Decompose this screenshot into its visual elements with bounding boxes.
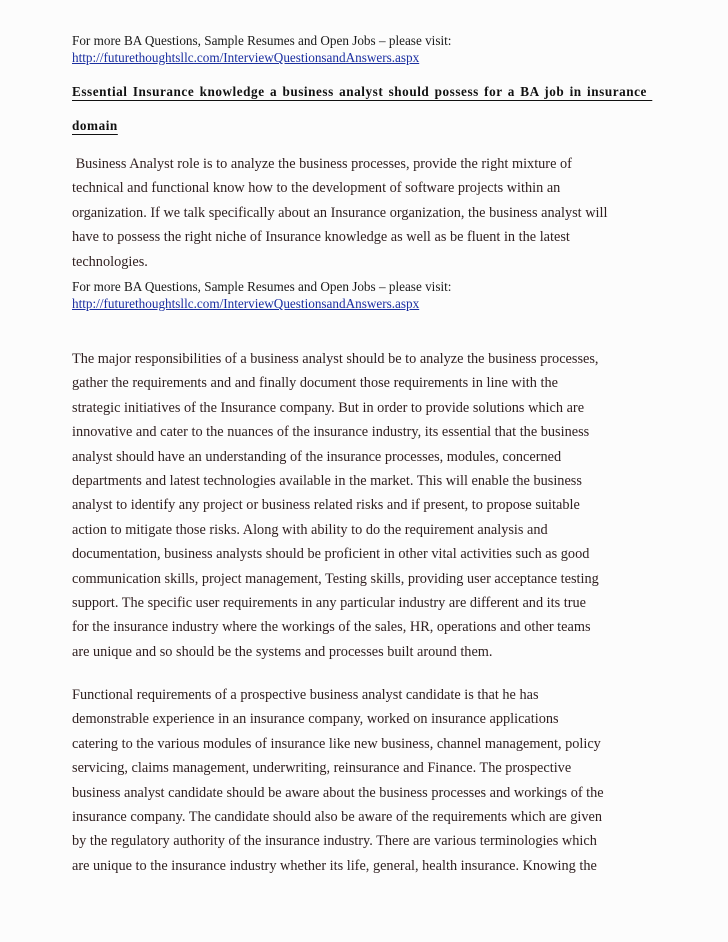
- responsibilities-paragraph: [72, 347, 672, 664]
- text-line: innovative and cater to the nuances of the insurance industry, its essential that the business: [72, 424, 590, 441]
- promo-block-middle: [72, 278, 451, 312]
- page-title-continued: domain: [72, 118, 118, 133]
- text-line: departments and latest technologies available in the market. This will enable the business: [72, 473, 582, 490]
- text-line: communication skills, project management, Testing skills, providing user acceptance testing: [72, 570, 599, 587]
- intro-paragraph: [72, 152, 672, 274]
- text-line: have to possess the right niche of Insurance knowledge as well as be fluent in the latest: [72, 229, 570, 246]
- text-line: are unique to the insurance industry whether its life, general, health insurance. Knowing the: [72, 857, 597, 874]
- text-line: analyst to identify any project or business related risks and if present, to propose suitable: [72, 497, 580, 514]
- text-line: analyst should have an understanding of the insurance processes, modules, concerned: [72, 448, 562, 465]
- text-line: are unique and so should be the systems and processes built around them.: [72, 643, 493, 660]
- promo-text: For more BA Questions, Sample Resumes and Open Jobs – please visit:: [72, 279, 452, 294]
- text-line: catering to the various modules of insurance like new business, channel management, policy: [72, 735, 601, 752]
- text-line: The major responsibilities of a business analyst should be to analyze the business processes,: [72, 351, 599, 367]
- text-line: by the regulatory authority of the insurance industry. There are various terminologies which: [72, 833, 597, 850]
- text-line: for the insurance industry where the workings of the sales, HR, operations and other teams: [72, 619, 591, 636]
- text-line: business analyst candidate should be aware about the business processes and workings of the: [72, 784, 604, 801]
- promo-block-top: [72, 32, 451, 66]
- text-line: servicing, claims management, underwriting, reinsurance and Finance. The prospective: [72, 760, 572, 777]
- text-line: Functional requirements of a prospective business analyst candidate is that he has: [72, 687, 539, 703]
- text-line: insurance company. The candidate should also be aware of the requirements which are given: [72, 809, 602, 826]
- text-line: technologies.: [72, 253, 148, 270]
- text-line: technical and functional know how to the development of software projects within an: [72, 180, 561, 197]
- text-line: gather the requirements and and finally document those requirements in line with the: [72, 375, 558, 392]
- interview-questions-link[interactable]: http://futurethoughtsllc.com/InterviewQuestionsandAnswers.aspx: [72, 50, 420, 65]
- functional-requirements-paragraph: [72, 683, 672, 878]
- text-line: demonstrable experience in an insurance company, worked on insurance applications: [72, 711, 559, 728]
- text-line: documentation, business analysts should be proficient in other vital activities such as good: [72, 546, 590, 563]
- text-line: organization. If we talk specifically about an Insurance organization, the business analyst will: [72, 204, 608, 221]
- page-title: Essential Insurance knowledge a business analyst should possess for a BA job in insurance: [72, 84, 653, 99]
- promo-text: For more BA Questions, Sample Resumes and Open Jobs – please visit:: [72, 33, 452, 48]
- text-line: support. The specific user requirements in any particular industry are different and its true: [72, 595, 586, 612]
- interview-questions-link[interactable]: http://futurethoughtsllc.com/InterviewQuestionsandAnswers.aspx: [72, 296, 420, 311]
- text-line: action to mitigate those risks. Along with ability to do the requirement analysis and: [72, 521, 548, 538]
- text-line: Business Analyst role is to analyze the business processes, provide the right mixture of: [72, 156, 572, 172]
- text-line: strategic initiatives of the Insurance company. But in order to provide solutions which are: [72, 399, 585, 416]
